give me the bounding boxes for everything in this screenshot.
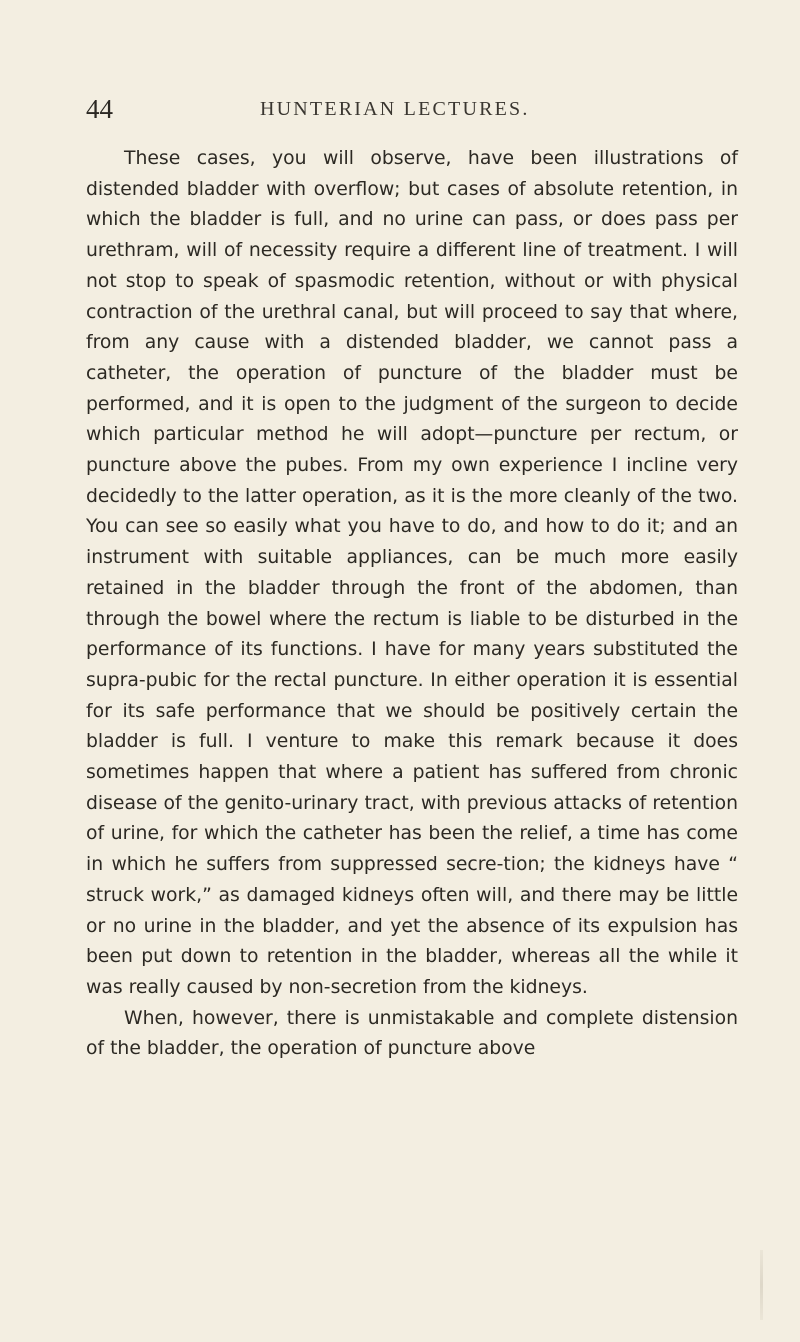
running-head: HUNTERIAN LECTURES. bbox=[260, 98, 530, 120]
page-edge-shadow bbox=[760, 1250, 763, 1320]
paragraph: When, however, there is unmistakable and complete distension of the bladder, the operation of puncture above bbox=[86, 1007, 738, 1060]
paragraph: These cases, you will observe, have been illustrations of distended bladder with overflow; but cases of absolute retention, in which the bladder is full, and no urine can pass, or does pass per urethram, will of necessity require a different line of treatment. I will not stop to speak of spasmodic retention, without or with physical contraction of the urethral canal, but will proceed to say that where, from any cause with a distended bladder, we cannot pass a catheter, the operation of puncture of the bladder must be performed, and it is open to the judgment of the surgeon to decide which particular method he will adopt—puncture per rectum, or puncture above the pubes. From my own experience I incline very decidedly to the latter operation, as it is the more cleanly of the two. You can see so easily what you have to do, and how to do it; and an instrument with suitable appliances, can be much more easily retained in the bladder through the front of the abdomen, than through the bowel where the rectum is liable to be disturbed in the performance of its functions. I have for many years substituted the supra-pubic for the rectal puncture. In either operation it is essential for its safe performance that we should be positively certain the bladder is full. I venture to make this remark because it does sometimes happen that where a patient has suffered from chronic disease of the genito-urinary tract, with previous attacks of retention of urine, for which the catheter has been the relief, a time has come in which he suffers from suppressed secre-tion; the kidneys have “ struck work,” as damaged kidneys often will, and there may be little or no urine in the bladder, and yet the absence of its expulsion has been put down to retention in the bladder, whereas all the while it was really caused by non-secretion from the kidneys. bbox=[86, 148, 738, 998]
page-number: 44 bbox=[86, 94, 113, 124]
body-text bbox=[86, 144, 738, 1065]
